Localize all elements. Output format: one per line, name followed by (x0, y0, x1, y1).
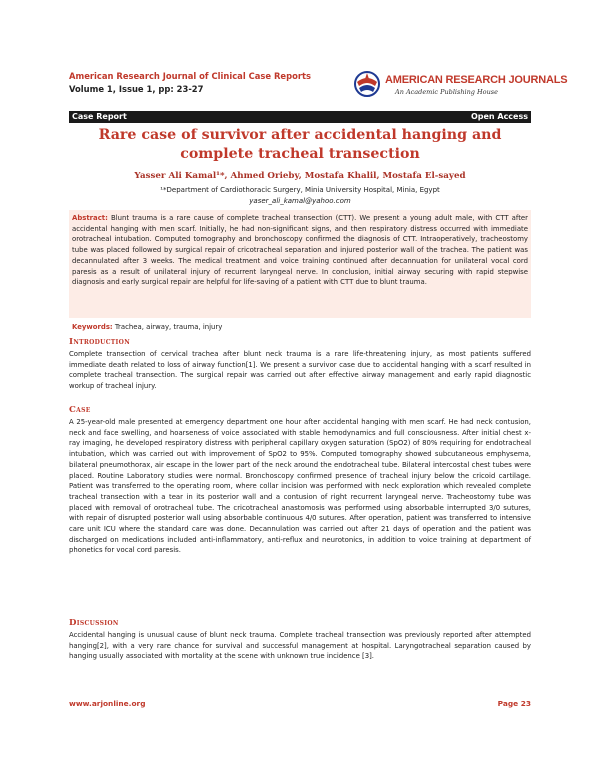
journal-name: American Research Journal of Clinical Case Reports (69, 71, 311, 81)
introduction-text: Complete transection of cervical trachea after blunt neck trauma is a rare life-threatening injury, as most patients suffered immediate death related to loss of airway function[1]. We present a survivor case due to accidental hanging with a scarf resulted in complete tracheal transection. The surgical repair was carried out after effective airway management and early rapid diagnostic workup of tracheal injury. (69, 350, 531, 391)
abstract-text: Blunt trauma is a rare cause of complete tracheal transection (CTT). We present a young adult male, with CTT after accidental hanging with men scarf. Initially, he had non-significant signs, and then respiratory distress occurred with immediate orotracheal intubation. Computed tomography and bronchoscopy confirmed the diagnosis of CTT. Intraoperatively, tracheostomy tube was placed followed by surgical repair of cricotracheal separation and injured posterior wall of the trachea. The patient was decannulated after 3 weeks. The medical treatment and voice training continued after decannuation for unilateral vocal cord paresis as a result of unilateral injury of recurrent laryngeal nerve. In conclusion, initial airway securing with rapid stepwise diagnosis and early surgical repair are helpful for life-saving of a patient with CTT due to blunt trauma. (72, 214, 528, 287)
case-section (69, 405, 531, 556)
affiliation: ¹*Department of Cardiothoracic Surgery, Minia University Hospital, Minia, Egypt (160, 186, 440, 194)
abstract-box (69, 210, 531, 318)
article-banner (69, 111, 531, 123)
author-list: Yasser Ali Kamal¹*, Ahmed Orieby, Mostafa Khalil, Mostafa El-sayed (134, 171, 466, 181)
keywords-label: Keywords: (72, 323, 113, 331)
journal-volume: Volume 1, Issue 1, pp: 23-27 (69, 84, 204, 94)
discussion-text: Accidental hanging is unusual cause of blunt neck trauma. Complete tracheal transection was previously reported after attempted hanging[2], with a very rare chance for survival and successful management at hospital. Laryngotracheal separation caused by hanging usually associated with mortality at the scene with unknown true incidence [3]. (69, 631, 531, 661)
article-type: Case Report (72, 112, 127, 121)
logo-title: AMERICAN RESEARCH JOURNALS (385, 74, 568, 86)
keywords (72, 323, 532, 331)
logo-tagline: An Academic Publishing House (395, 88, 498, 96)
globe-logo-icon (353, 70, 381, 98)
page-number: Page 23 (497, 699, 531, 708)
introduction-section (69, 337, 531, 392)
discussion-heading: Discussion (69, 618, 119, 628)
footer-url-link[interactable]: www.arjonline.org (69, 699, 146, 708)
keywords-text: Trachea, airway, trauma, injury (112, 323, 223, 331)
article-title: Rare case of survivor after accidental hanging and complete tracheal transection (98, 127, 502, 162)
case-text: A 25-year-old male presented at emergency department one hour after accidental hanging with men scarf. He had neck contusion, neck and face swelling, and hoarseness of voice associated with stable hemodynamics and full consciousness. After initial chest x-ray imaging, he developed respiratory distress with peripheral capillary oxygen saturation (SpO2) of 80% requiring for endotracheal intubation, which was carried out with improvement of SpO2 to 95%. Computed tomography showed subcutaneous emphysema, bilateral pneumothorax, air escape in the lower part of the neck around the endotracheal tube. Bilateral intercostal chest tubes were placed. Routine Laboratory studies were normal. Bronchoscopy confirmed presence of tracheal injury below the cricoid cartilage. Patient was transferred to the operating room, where collar incision was performed with neck exploration which revealed complete tracheal transection with a tear in its posterior wall and a contusion of right recurrent laryngeal nerve. Tracheostomy tube was placed with removal of orotracheal tube. The cricotracheal anastomosis was performed using absorbable interrupted 3/0 sutures, with repair of disrupted posterior wall using absorbable continuous 4/0 sutures. After operation, patient was transferred to intensive care unit ICU where the standard care was done. Decannulation was carried out after 21 days of operation and the patient was discharged on medications included anti-inflammatory, anti-reflux and neurotonics, in addition to voice training at department of phonetics for vocal cord paresis. (69, 418, 531, 555)
discussion-section (69, 618, 531, 662)
abstract-label: Abstract: (72, 214, 108, 222)
access-badge: Open Access (470, 112, 528, 121)
corresponding-email[interactable]: yaser_ali_kamal@yahoo.com (249, 197, 351, 205)
case-heading: Case (69, 405, 91, 415)
introduction-heading: Introduction (69, 337, 130, 347)
abstract-paragraph (72, 213, 528, 288)
publisher-logo[interactable] (353, 70, 568, 100)
